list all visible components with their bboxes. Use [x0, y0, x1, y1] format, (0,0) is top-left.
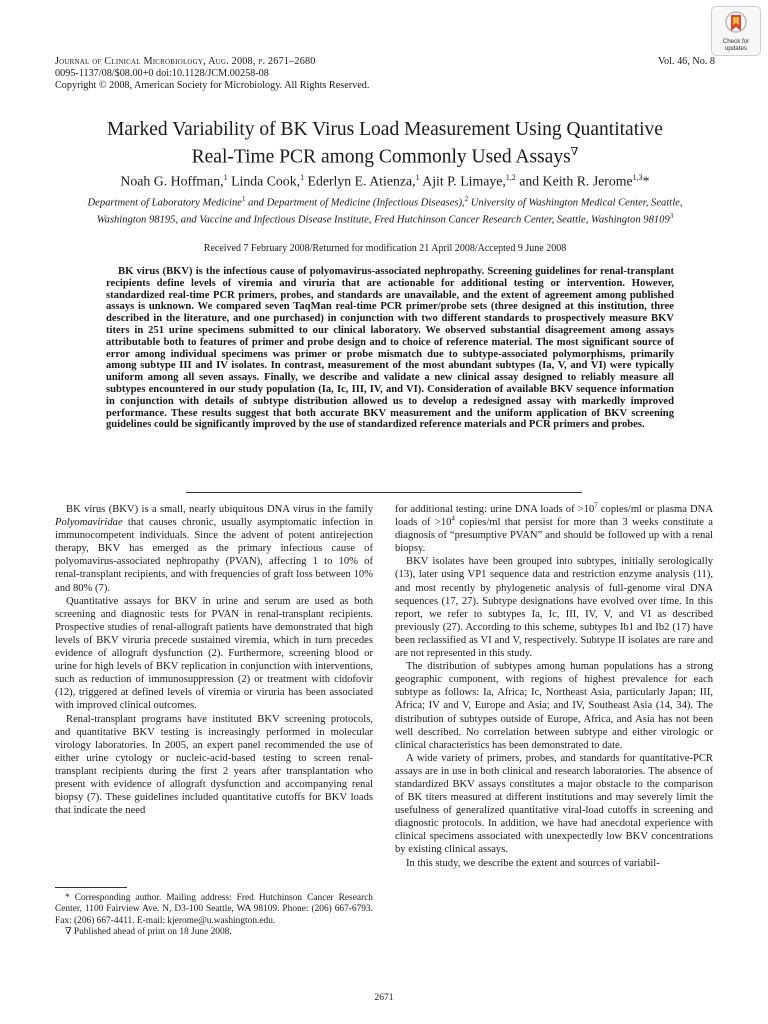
copyright-line: Copyright © 2008, American Society for Microbiology. All Rights Reserved. — [55, 80, 370, 91]
paragraph: BKV isolates have been grouped into subtypes, initially serologically (13), later using VP1 sequence data and restriction enzyme analysis (11), and most recently by phylogenetic analysis of full-genome viral DNA sequences (17, 27). Subtype designations have evolved over time. In this report, we refer to subtypes Ia, Ic, III, IV, V, and VI as described previously (27). According to this scheme, subtypes Ib1 and Ib2 (17) have been reclassified as VI and V, respectively. Subtype II isolates are rare and are not represented in this study. — [395, 556, 713, 660]
received-dates: Received 7 February 2008/Returned for modification 21 April 2008/Accepted 9 June 2008 — [203, 243, 567, 254]
badge-line-1: Check for — [722, 38, 750, 45]
affiliation-mark: 2 — [464, 195, 469, 203]
volume-number: Vol. 46, No. 8 — [658, 56, 715, 67]
author-name: Ajit P. Limaye, — [419, 173, 506, 189]
paragraph: In this study, we describe the extent and sources of variabil- — [406, 857, 660, 869]
affiliation-text: University of Washington Medical Center, Seattle, Washington 98195, and Vaccine and Infectious Disease Institute, Fred Hutchinson Cancer Research Center, Seattle, Washington 98109 — [96, 197, 683, 226]
issn-doi: 0095-1137/08/$08.00+0 doi:10.1128/JCM.00258-08 — [55, 68, 269, 79]
page-number: 2671 — [374, 992, 394, 1003]
author-affil-mark: 1,3 — [632, 173, 643, 182]
title-line-2: Real-Time PCR among Commonly Used Assays — [191, 146, 571, 168]
author-affil-mark: 1 — [300, 173, 305, 182]
text-run: copies/ml that persist for more than 3 weeks constitute a diagnosis of “presumptive PVAN” and should be followed up with a renal biopsy. — [395, 517, 713, 555]
author-affil-mark: 1 — [415, 173, 420, 182]
author-affil-mark: 1 — [223, 173, 228, 182]
affiliation-mark: 3 — [669, 211, 674, 220]
body-column-left — [55, 503, 373, 817]
text-run: copies/ml or plasma DNA loads of >10 — [395, 504, 713, 529]
corresponding-star: * — [642, 173, 650, 189]
author-list — [50, 170, 720, 190]
footnote-corresponding: * Corresponding author. Mailing address: Fred Hutchinson Cancer Research Center, 1100 Fairview Ave. N, D3-100 Seattle, WA 98109. Phone: (206) 667-6793. Fax: (206) 667-4411. E-mail: kjerome@u.washington.edu. — [55, 893, 373, 926]
text-run: for additional testing: urine DNA loads of >10 — [395, 504, 595, 515]
exponent: 7 — [594, 501, 598, 510]
running-header — [55, 56, 715, 92]
text-run: that causes chronic, usually asymptomatic infection in immunocompetent individuals. Since the advent of potent antirejection therapy, BKV has emerged as the primary infectious cause of polyomavirus-associated nephropathy (PVAN), affecting 1 to 10% of renal-transplant recipients, and with frequencies of graft loss between 10% and 80% (7). — [55, 517, 373, 594]
check-for-updates-button[interactable] — [711, 6, 761, 56]
abstract: BK virus (BKV) is the infectious cause of polyomavirus-associated nephropathy. Screening guidelines for renal-transplant recipients define levels of viremia and viruria that are actionable for additional testing or intervention. However, standardized real-time PCR primers, probes, and standards are unavailable, and the extent of agreement among published assays is unknown. We compared seven TaqMan real-time PCR primer/probe sets (three designed at this institution, three described in the literature, and one purchased) in conjunction with two different standards to prospectively measure BKV titers in 251 urine specimens submitted to our clinical laboratory. We observed substantial disagreement among assays attributable both to features of primer and probe design and to choice of reference material. The most significant source of error among individual specimens was primer or probe mismatch due to subtype-associated polymorphisms, primarily among subtype III and IV isolates. In contrast, measurement of the most abundant subtypes (Ia, V, and VI) were typically uniform among all seven assays. Finally, we describe and validate a new clinical assay designed to reliably measure all subtypes encountered in our study population (Ia, Ic, III, IV, and VI). Consideration of available BKV sequence information in conjunction with details of subtype distribution allowed us to develop a redesigned assay with markedly improved performance. These results suggest that both accurate BKV measurement and the uniform application of BKV screening guidelines could be significantly improved by the use of standardized reference materials and PCR primers and probes. — [106, 266, 674, 431]
affiliation-mark: 1 — [241, 195, 246, 203]
affiliation-text: Department of Laboratory Medicine — [87, 197, 242, 209]
paragraph: A wide variety of primers, probes, and standards for quantitative-PCR assays are in use in both clinical and research laboratories. The absence of standardized BKV assays constitutes a major obstacle to the comparison of BK titers measured at different institutions and may severely limit the usefulness of generalized quantitative viral-load cutoffs in screening and diagnostic protocols. In addition, we have had anecdotal experience with clinical specimens associated with unexpectedly low BKV concentrations by existing clinical assays. — [395, 752, 713, 856]
abstract-divider — [186, 492, 582, 493]
paragraph: Renal-transplant programs have instituted BKV screening protocols, and quantitative BKV testing is increasingly performed in molecular virology laboratories. In 2005, an expert panel recommended the use of either urine cytology or nucleic-acid-based testing to screen renal-transplant recipients during the first 2 years after transplantation who present with evidence of allograft dysfunction and accompanying renal biopsy (7). These guidelines included quantitative cutoffs for BKV loads that indicate the need — [55, 713, 373, 817]
article-title — [60, 119, 710, 169]
exponent: 4 — [451, 514, 455, 523]
footnote-published: ∇ Published ahead of print on 18 June 2008. — [65, 926, 232, 937]
taxon-name: Polyomaviridae — [55, 517, 123, 529]
paragraph — [395, 503, 713, 555]
author-name: Linda Cook, — [227, 173, 301, 189]
author-name: Ederlyn E. Atienza, — [304, 173, 416, 189]
text-run: BK virus (BKV) is a small, nearly ubiquitous DNA virus in the family — [66, 504, 373, 515]
bookmark-icon — [725, 11, 747, 37]
title-line-1: Marked Variability of BK Virus Load Measurement Using Quantitative — [107, 119, 663, 140]
author-affil-mark: 1,2 — [505, 173, 516, 182]
footnotes — [55, 893, 373, 938]
badge-line-2: updates — [724, 44, 747, 52]
journal-citation: Journal of Clinical Microbiology, Aug. 2008, p. 2671–2680 — [55, 56, 316, 67]
paragraph — [55, 503, 373, 595]
body-column-right — [395, 503, 713, 870]
title-footnote-mark: ∇ — [570, 146, 579, 158]
author-name: and Keith R. Jerome — [515, 173, 633, 189]
author-name: Noah G. Hoffman, — [120, 173, 224, 189]
affiliation-text: and Department of Medicine (Infectious Diseases), — [245, 197, 465, 209]
footnote-divider — [55, 887, 127, 888]
affiliations — [70, 193, 700, 226]
paragraph: The distribution of subtypes among human populations has a strong geographic component, with regions of highest prevalence for each subtype as follows: Ia, Africa; Ic, Northeast Asia, particularly Japan; III, Africa; IV and V, Europe and Asia; and IV, Southeast Asia (14, 34). The distribution of subtypes outside of Europe, Africa, and Asia has not been well described. No correlation between subtype and either virologic or clinical characteristics has been demonstrated to date. — [395, 661, 713, 751]
paragraph: Quantitative assays for BKV in urine and serum are used as both screening and diagnostic tests for PVAN in renal-transplant recipients. Prospective studies of renal-allograft patients have demonstrated that high levels of BKV viruria precede sustained viremia, which in turn precedes evidence of allograft dysfunction (2). Furthermore, screening blood or urine for high levels of BKV replication in conjunction with interventions, such as reduction of immunosuppression (2) or treatment with cidofovir (12), triggered at defined levels of viremia or viruria has been associated with improved clinical outcomes. — [55, 595, 373, 712]
